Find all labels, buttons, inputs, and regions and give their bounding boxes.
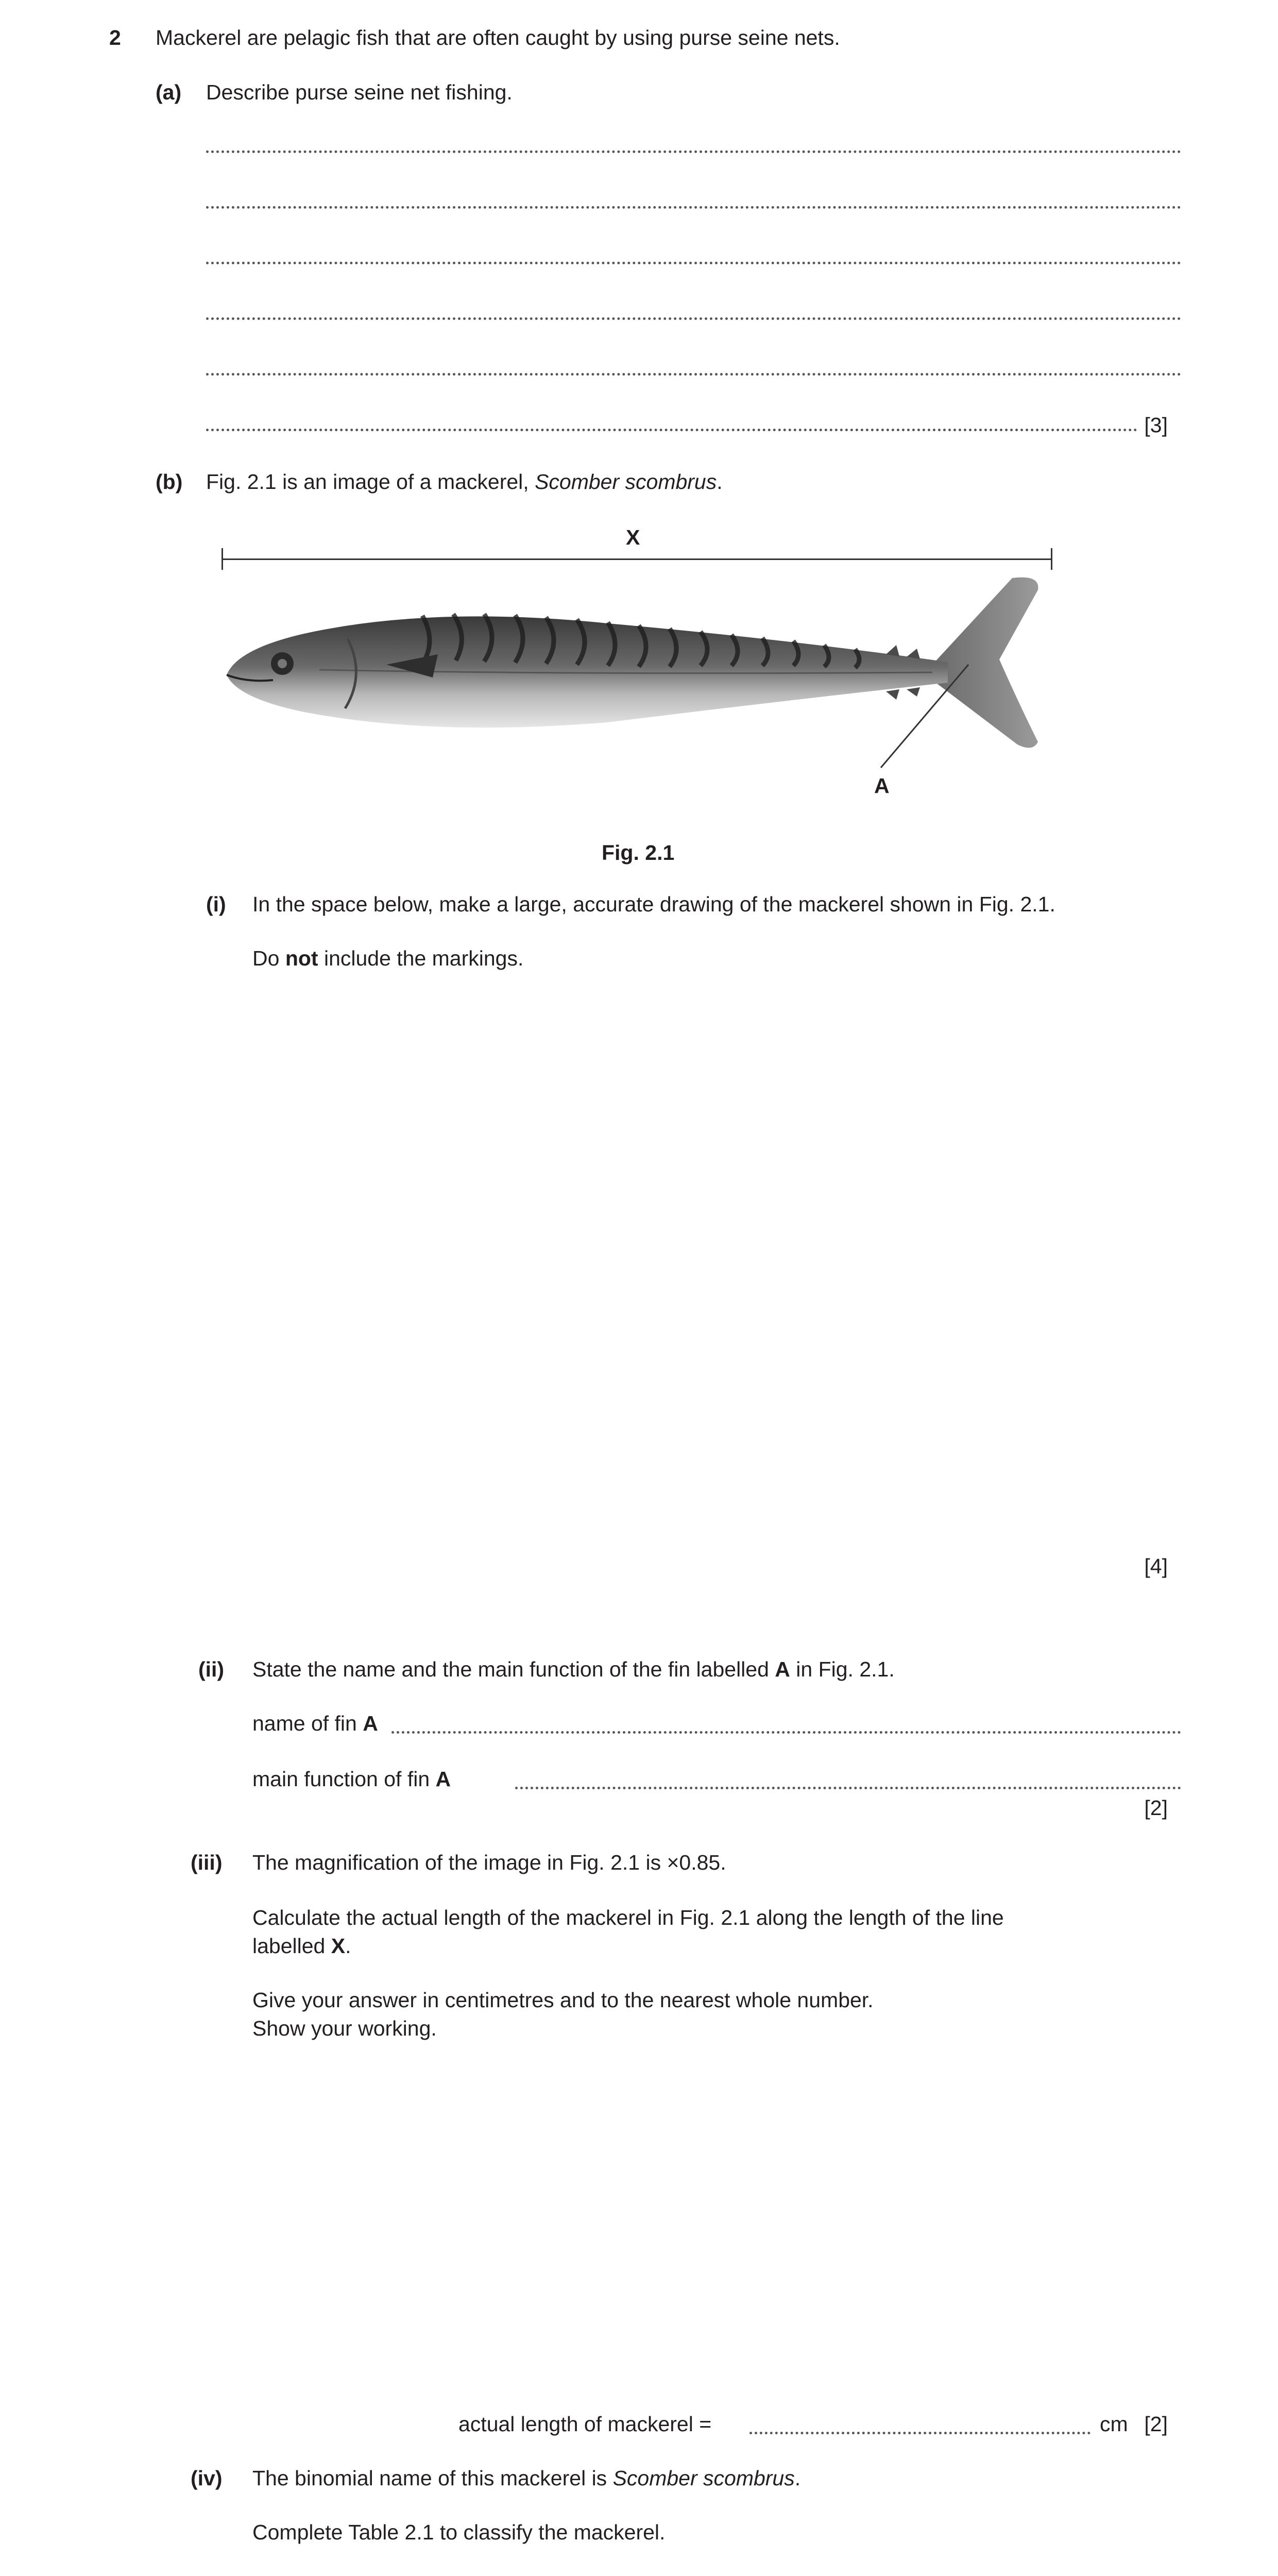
part-b-i-note: Do not include the markings. (252, 946, 524, 970)
part-b-i-question: In the space below, make a large, accurate drawing of the mackerel shown in Fig. 2.1. (252, 892, 1055, 916)
part-a-label: (a) (156, 80, 182, 104)
part-b-iii-calc-line2: labelled X. (252, 1934, 351, 1958)
fin-function-answer-line[interactable] (515, 1787, 1181, 1789)
part-b-iv-label: (iv) (191, 2466, 223, 2490)
figure-label-x: X (626, 526, 640, 549)
part-b-i-label: (i) (206, 892, 226, 916)
species-name: Scomber scombrus (535, 470, 717, 494)
working-instruction: Show your working. (252, 2016, 437, 2040)
answer-line-a-2[interactable] (206, 206, 1181, 209)
part-b-iii-calc-line1: Calculate the actual length of the mackerel in Fig. 2.1 along the length of the line (252, 1906, 1004, 1929)
part-b-i-marks: [4] (1144, 1554, 1168, 1578)
answer-line-a-4[interactable] (206, 317, 1181, 320)
part-b-ii-label: (ii) (198, 1657, 225, 1681)
answer-instruction: Give your answer in centimetres and to the nearest whole number. (252, 1988, 874, 2012)
question-intro: Mackerel are pelagic fish that are often caught by using purse seine nets. (156, 26, 840, 49)
answer-line-a-6[interactable] (206, 429, 1137, 431)
part-a-question: Describe purse seine net fishing. (206, 80, 513, 104)
part-b-iii-magnification: The magnification of the image in Fig. 2.1 is ×0.85. (252, 1851, 726, 1874)
fin-name-answer-line[interactable] (391, 1731, 1181, 1734)
actual-length-label: actual length of mackerel = (458, 2412, 712, 2436)
actual-length-unit: cm (1100, 2412, 1128, 2436)
fin-a-leader-line (876, 644, 1030, 773)
answer-line-a-3[interactable] (206, 262, 1181, 264)
dimension-line-x (223, 558, 1052, 560)
part-b-ii-marks: [2] (1144, 1796, 1168, 1820)
answer-line-a-5[interactable] (206, 373, 1181, 376)
working-space[interactable] (252, 2056, 1180, 2375)
part-b-iv-question: The binomial name of this mackerel is Scomber scombrus. (252, 2466, 801, 2490)
part-b-iii-marks: [2] (1144, 2412, 1168, 2436)
drawing-space[interactable] (252, 999, 1180, 1515)
part-b-ii-question: State the name and the main function of the fin labelled A in Fig. 2.1. (252, 1657, 895, 1681)
part-a-marks: [3] (1144, 413, 1168, 437)
part-b-question: Fig. 2.1 is an image of a mackerel, Scomber scombrus. (206, 470, 723, 494)
part-b-iii-label: (iii) (191, 1851, 223, 1874)
figure-caption: Fig. 2.1 (602, 841, 675, 865)
question-number: 2 (109, 26, 121, 49)
figure-label-a: A (874, 774, 890, 798)
part-b-label: (b) (156, 470, 183, 494)
table-instruction: Complete Table 2.1 to classify the mackerel. (252, 2520, 666, 2544)
answer-line-a-1[interactable] (206, 150, 1181, 153)
actual-length-answer-line[interactable] (749, 2432, 1090, 2434)
dimension-tick-left (221, 548, 223, 570)
dimension-tick-right (1051, 548, 1052, 570)
fin-name-label: name of fin A (252, 1711, 378, 1735)
fin-function-label: main function of fin A (252, 1767, 451, 1791)
